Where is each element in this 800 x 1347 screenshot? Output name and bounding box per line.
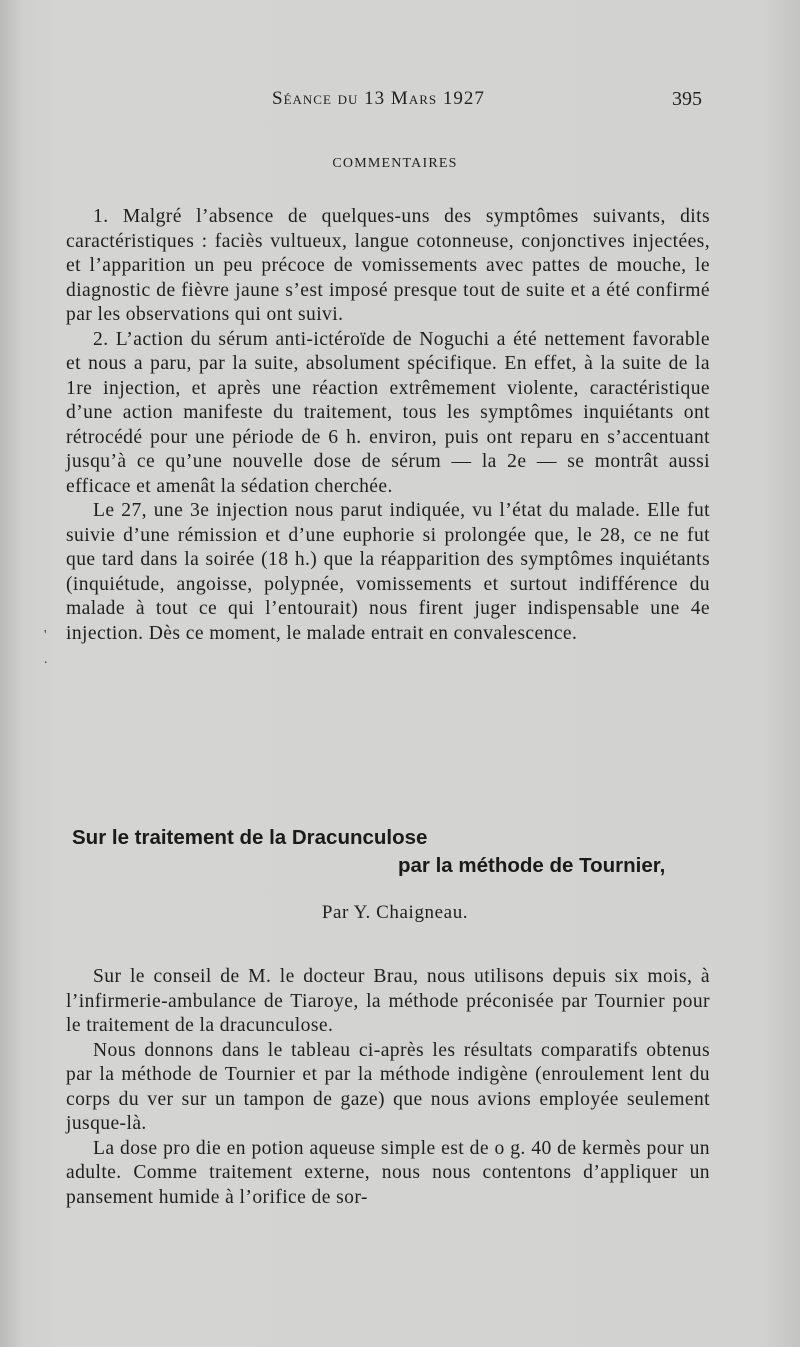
section-heading: COMMENTAIRES [332, 156, 458, 171]
article-paragraph-1: Sur le conseil de M. le docteur Brau, nous utilisons depuis six mois, à l’infirmerie-ambulance de Tiaroye, la méthode préconisée par Tournier pour le traitement de la dracunculose. [66, 966, 710, 1036]
commentaire-paragraph-2: 2. L’action du sérum anti-ictéroïde de Noguchi a été nettement favorable et nous a paru, par la suite, absolument spécifique. En effet, à la suite de la 1re injection, et après une réaction extrêmement violente, caractéristique d’une action manifeste du traitement, tous les symptômes inquiétants ont rétrocédé pour une période de 6 h. environ, puis ont reparu en s’accentuant jusqu’à ce qu’une nouvelle dose de sérum — la 2e — se montrât aussi efficace et amenât la sédation cherchée. [66, 328, 710, 497]
commentaires-body [66, 205, 710, 646]
margin-speck: . [44, 652, 48, 667]
commentaire-paragraph-1: 1. Malgré l’absence de quelques-uns des symptômes suivants, dits caractéristiques : faciès vultueux, langue cotonneuse, conjonctives injectées, et l’apparition un peu précoce de vomissements avec pattes de mouche, le diagnostic de fièvre jaune s’est imposé presque tout de suite et a été confirmé par les observations qui ont suivi. [66, 206, 710, 325]
header-title: Séance du 13 Mars 1927 [272, 88, 485, 109]
article-paragraph-2: Nous donnons dans le tableau ci-après les résultats comparatifs obtenus par la méthode de Tournier et par la méthode indigène (enroulement lent du corps du ver sur un tampon de gaze) que nous avions employée seulement jusque-là. [66, 1039, 710, 1134]
article-paragraph-3: La dose pro die en potion aqueuse simple est de o g. 40 de kermès pour un adulte. Comme traitement externe, nous nous contentons d’appliquer un pansement humide à l’orifice de sor- [66, 1137, 710, 1208]
article-title [72, 824, 712, 880]
article-author: Par Y. Chaigneau. [321, 902, 469, 923]
article-title-line-2: par la méthode de Tournier, [398, 854, 666, 877]
running-header [0, 88, 800, 118]
margin-speck: ' [44, 628, 47, 643]
page-number: 395 [672, 88, 702, 110]
commentaire-paragraph-3: Le 27, une 3e injection nous parut indiquée, vu l’état du malade. Elle fut suivie d’une rémission et d’une euphorie si prolongée que, le 28, ce ne fut que tard dans la soirée (18 h.) que la réapparition des symptômes inquiétants (inquiétude, angoisse, polypnée, vomissements et surtout indifférence du malade à tout ce qui l’entourait) nous firent juger indispensable une 4e injection. Dès ce moment, le malade entrait en convalescence. [66, 500, 710, 644]
article-title-line-1: Sur le traitement de la Dracunculose [72, 826, 428, 849]
article-body [66, 965, 710, 1210]
